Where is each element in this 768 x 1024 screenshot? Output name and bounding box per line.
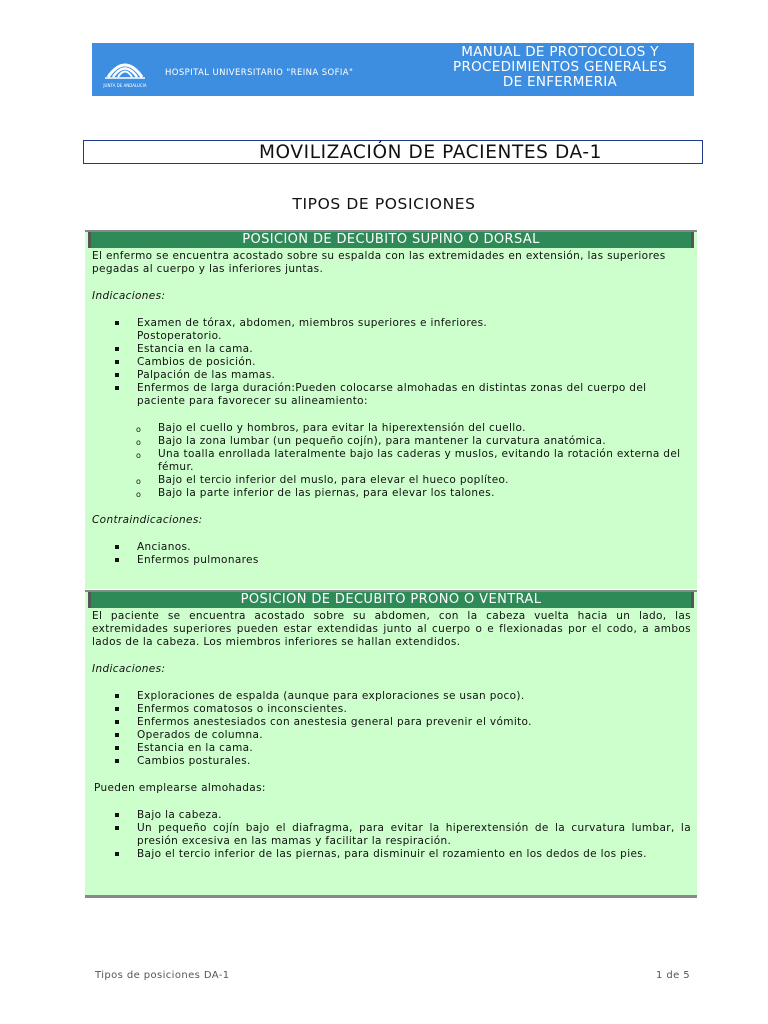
list-item: Un pequeño cojín bajo el diafragma, para evitar la hiperextensión de la curvatura lumbar, la presión excesiva en las mamas y facilitar la respiración. <box>92 822 691 848</box>
junta-andalucia-logo <box>100 51 150 87</box>
footer-document-name: Tipos de posiciones DA-1 <box>95 970 230 981</box>
list-item: Palpación de las mamas. <box>92 369 691 382</box>
section-body <box>85 248 697 567</box>
indications-label: Indicaciones: <box>92 290 166 302</box>
hospital-name: HOSPITAL UNIVERSITARIO "REINA SOFIA" <box>165 68 354 78</box>
list-item: Examen de tórax, abdomen, miembros superiores e inferiores. Postoperatorio. <box>92 317 691 343</box>
section-intro: El paciente se encuentra acostado sobre su abdomen, con la cabeza vuelta hacia un lado, las extremidades superiores pueden estar extendidas junto al cuerpo o e flexionadas por el codo, a ambos lados de la cabeza. Los miembros inferiores se hallan extendidos. <box>92 610 691 648</box>
section-heading: POSICIÓN DE DECÚBITO PRONO O VENTRAL <box>88 592 694 608</box>
section-top-rule <box>85 590 697 592</box>
section-supino <box>85 230 697 589</box>
list-item: Estancia en la cama. <box>92 742 691 755</box>
list-item: Ancianos. <box>92 541 691 554</box>
manual-line-2: PROCEDIMIENTOS GENERALES <box>453 59 667 75</box>
list-item: Cambios posturales. <box>92 755 691 768</box>
pillows-label: Pueden emplearse almohadas: <box>94 782 266 794</box>
list-item: o Bajo la parte inferior de las piernas, para elevar los talones. <box>92 487 691 500</box>
list-item: o Bajo el cuello y hombros, para evitar la hiperextensión del cuello. <box>92 422 691 435</box>
list-item: Estancia en la cama. <box>92 343 691 356</box>
section-heading: POSICIÓN DE DECÚBITO SUPINO O DORSAL <box>88 232 694 248</box>
contraindications-list <box>92 541 691 567</box>
list-item: Enfermos de larga duración:Pueden colocarse almohadas en distintas zonas del cuerpo del paciente para favorecer su alineamiento: <box>92 382 691 408</box>
document-header <box>92 43 694 96</box>
section-subtitle: TIPOS DE POSICIONES <box>292 195 476 213</box>
list-item: o Bajo la zona lumbar (un pequeño cojín), para mantener la curvatura anatómica. <box>92 435 691 448</box>
indications-list <box>92 690 691 768</box>
section-intro: El enfermo se encuentra acostado sobre su espalda con las extremidades en extensión, las superiores pegadas al cuerpo y las inferiores juntas. <box>92 250 666 275</box>
document-title-box <box>83 140 703 164</box>
list-item: Exploraciones de espalda (aunque para exploraciones se usan poco). <box>92 690 691 703</box>
list-item: Enfermos anestesiados con anestesia general para prevenir el vómito. <box>92 716 691 729</box>
list-item: o Una toalla enrollada lateralmente bajo las caderas y muslos, evitando la rotación externa del fémur. <box>92 448 691 474</box>
list-item: o Bajo el tercio inferior del muslo, para elevar el hueco poplíteo. <box>92 474 691 487</box>
logo-arch-icon <box>100 51 150 81</box>
list-item: Enfermos pulmonares <box>92 554 691 567</box>
list-item: Bajo el tercio inferior de las piernas, para disminuir el rozamiento en los dedos de los pies. <box>92 848 691 861</box>
manual-title <box>426 45 694 90</box>
manual-line-3: DE ENFERMERIA <box>502 74 618 90</box>
manual-line-1: MANUAL DE PROTOCOLOS Y <box>461 44 659 60</box>
list-item: Enfermos comatosos o inconscientes. <box>92 703 691 716</box>
contraindications-label: Contraindicaciones: <box>92 514 203 526</box>
pillows-list <box>92 422 691 500</box>
footer-page-number: 1 de 5 <box>656 970 690 981</box>
indications-list <box>92 317 691 408</box>
section-prono <box>85 590 697 898</box>
indications-label: Indicaciones: <box>92 663 166 675</box>
section-body <box>85 608 697 861</box>
list-item: Operados de columna. <box>92 729 691 742</box>
list-item: Cambios de posición. <box>92 356 691 369</box>
document-title: MOVILIZACIÓN DE PACIENTES DA-1 <box>259 142 602 163</box>
logo-text: JUNTA DE ANDALUCIA <box>103 83 147 88</box>
section-top-rule <box>85 230 697 232</box>
pillows-list <box>92 809 691 861</box>
list-item: Bajo la cabeza. <box>92 809 691 822</box>
